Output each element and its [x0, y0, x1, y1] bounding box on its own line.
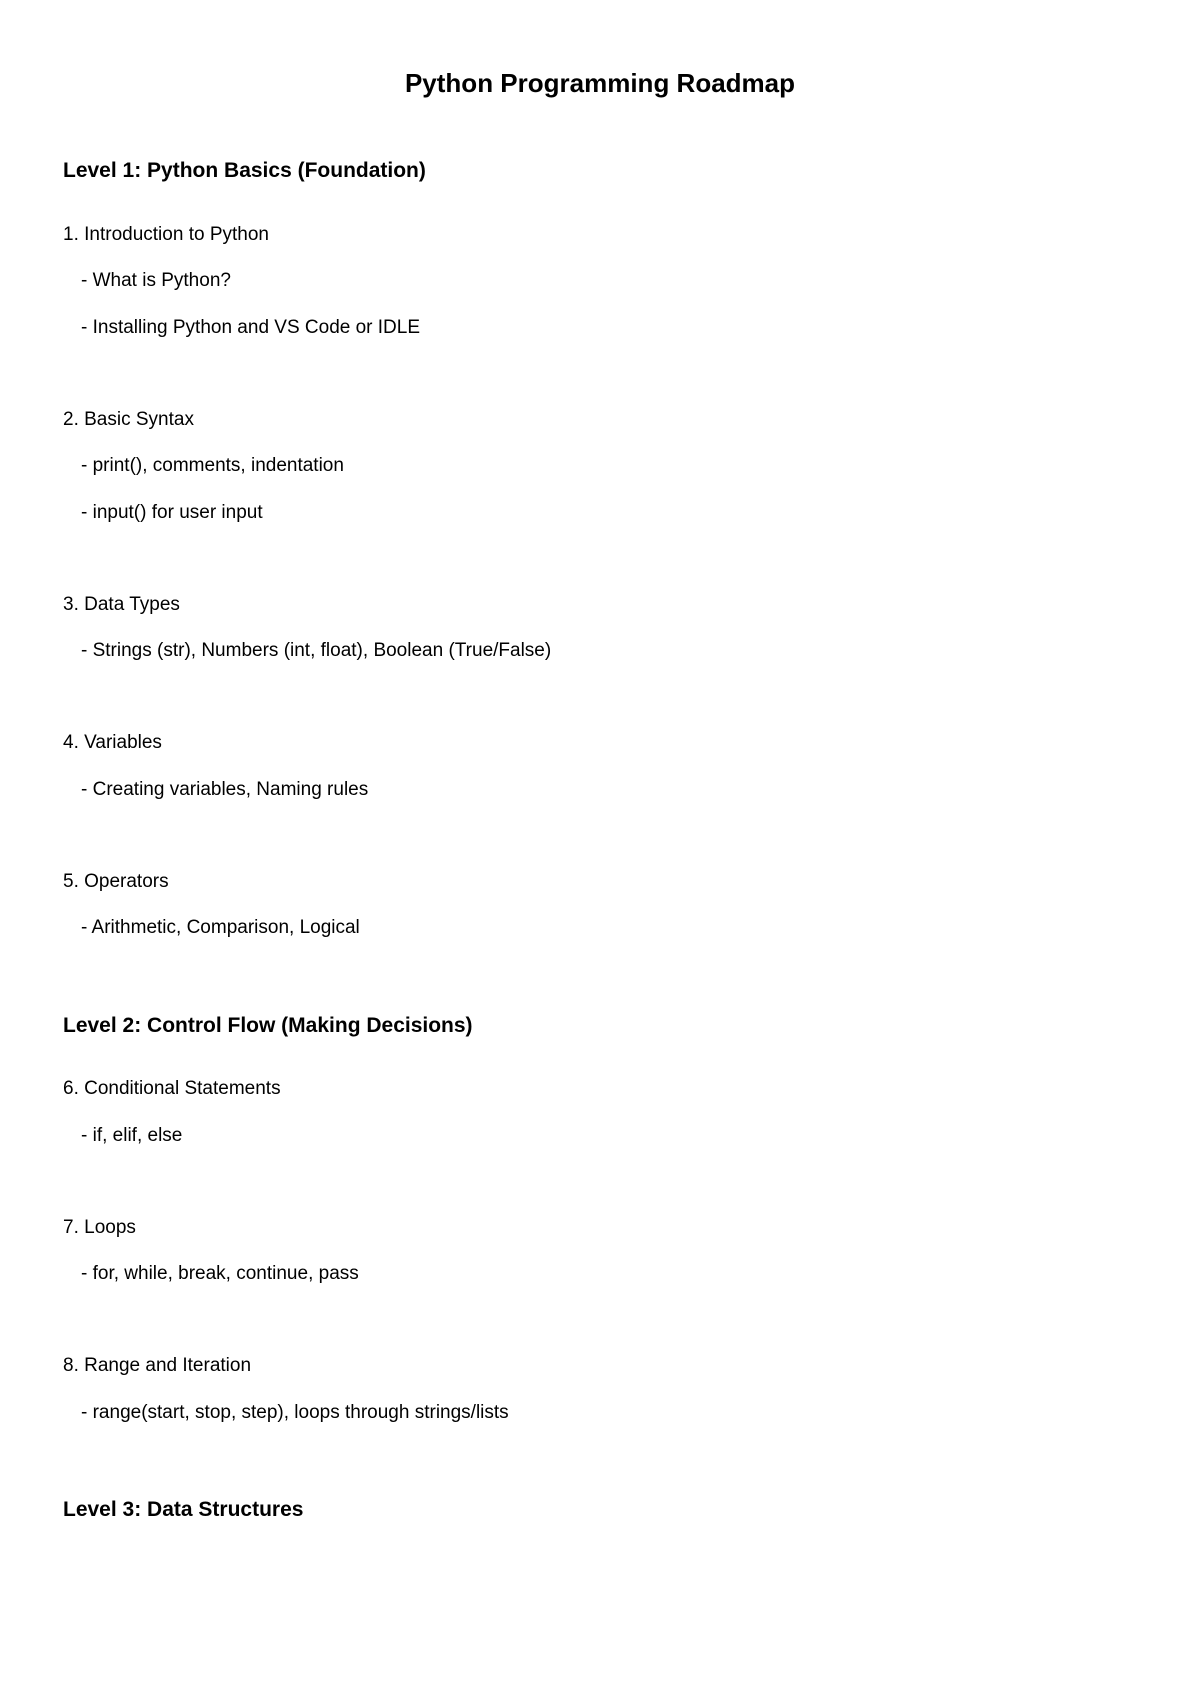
list-item-introduction: 1. Introduction to Python	[63, 224, 269, 245]
sub-item: - range(start, stop, step), loops through strings/lists	[81, 1402, 509, 1423]
list-item-basic-syntax: 2. Basic Syntax	[63, 409, 194, 430]
sub-item: - What is Python?	[81, 270, 231, 291]
list-item-operators: 5. Operators	[63, 871, 169, 892]
list-item-conditional-statements: 6. Conditional Statements	[63, 1078, 281, 1099]
list-item-data-types: 3. Data Types	[63, 594, 180, 615]
sub-item: - for, while, break, continue, pass	[81, 1263, 359, 1284]
sub-item: - Installing Python and VS Code or IDLE	[81, 317, 421, 338]
level-2-heading: Level 2: Control Flow (Making Decisions)	[63, 1014, 473, 1037]
sub-item: - Arithmetic, Comparison, Logical	[81, 917, 360, 938]
list-item-range-and-iteration: 8. Range and Iteration	[63, 1355, 252, 1376]
page-title: Python Programming Roadmap	[404, 68, 796, 98]
level-1-heading: Level 1: Python Basics (Foundation)	[63, 159, 426, 182]
level-3-heading: Level 3: Data Structures	[63, 1498, 304, 1521]
sub-item: - print(), comments, indentation	[81, 455, 344, 476]
sub-item: - Strings (str), Numbers (int, float), Boolean (True/False)	[81, 640, 552, 661]
list-item-variables: 4. Variables	[63, 732, 162, 753]
sub-item: - Creating variables, Naming rules	[81, 779, 369, 800]
sub-item: - input() for user input	[81, 502, 263, 523]
sub-item: - if, elif, else	[81, 1125, 183, 1146]
list-item-loops: 7. Loops	[63, 1217, 136, 1238]
